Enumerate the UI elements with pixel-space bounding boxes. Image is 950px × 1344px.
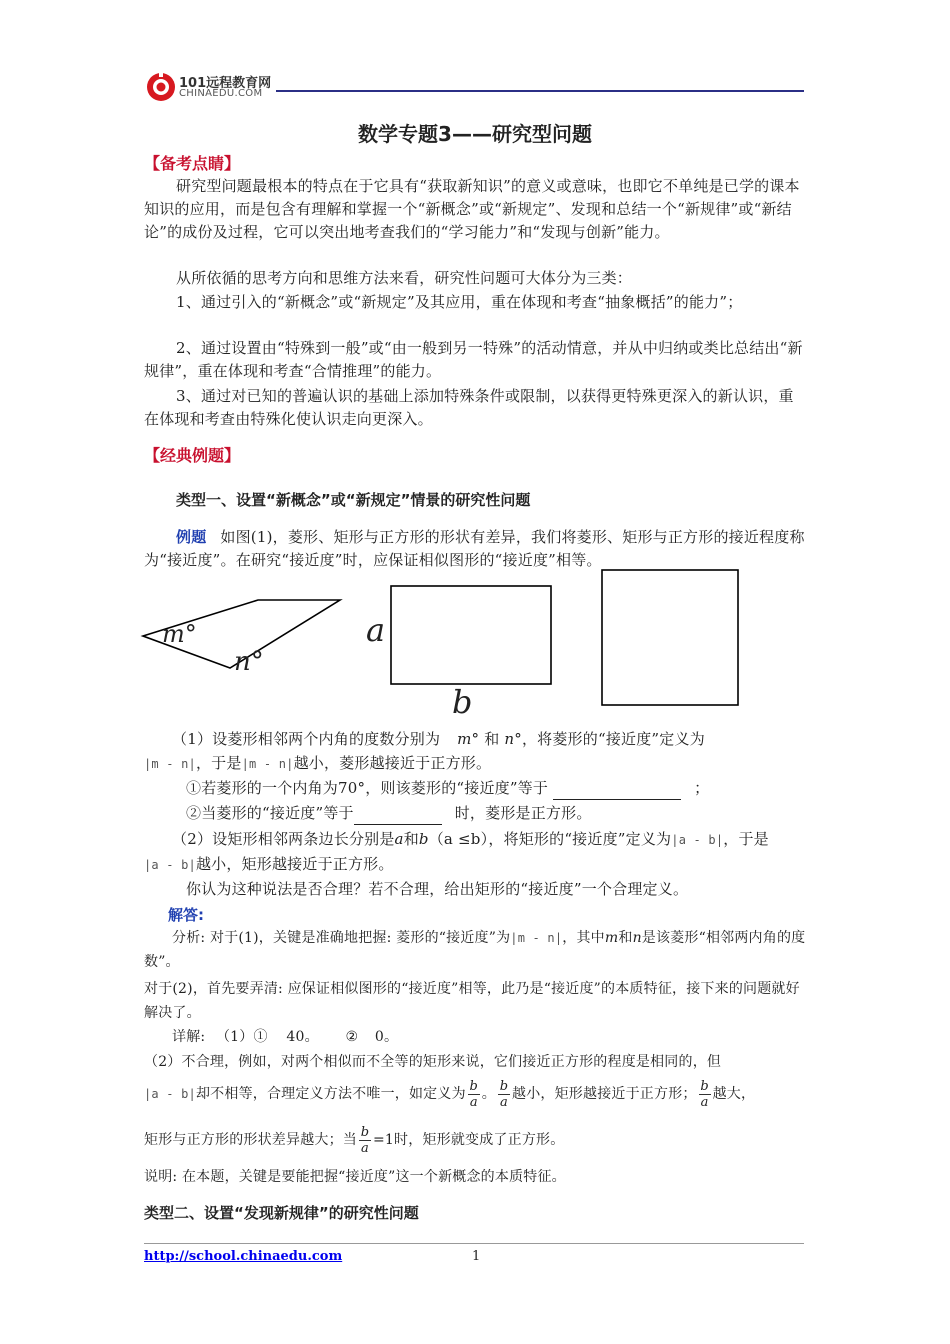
answer-label: 解答: xyxy=(168,906,204,924)
answer-text-p3a: 矩形与正方形的形状差异越大；当 xyxy=(144,1132,357,1148)
example-paragraph xyxy=(144,526,806,572)
analysis-n: n xyxy=(632,930,642,946)
q2-var-a: a xyxy=(394,830,404,848)
section-jingdian: 【经典例题】 xyxy=(144,446,241,465)
page-title: 数学专题3——研究型问题 xyxy=(358,122,592,146)
q1-and: 和 xyxy=(484,730,500,748)
q2-text-b: ，将矩形的“接近度”定义为 xyxy=(488,830,672,848)
fraction-b-over-a-4: $\frac{b}{a}$ xyxy=(360,1124,370,1156)
page-number: 1 xyxy=(472,1249,481,1264)
q1-1-text: ①若菱形的一个内角为70°，则该菱形的“接近度”等于 xyxy=(186,779,549,797)
logo-icon xyxy=(145,71,177,103)
q2-text-d: 越小，矩形越接近于正方形。 xyxy=(195,855,394,873)
rhombus-angle-n: n° xyxy=(234,647,264,677)
q1-m: m° xyxy=(457,730,480,748)
q2-abs-ab-2: |a - b| xyxy=(144,858,196,872)
section-beikao: 【备考点睛】 xyxy=(144,154,241,173)
q1-text-a: （1）设菱形相邻两个内角的度数分别为 xyxy=(172,730,441,748)
rectangle-side-a: a xyxy=(366,611,386,649)
header-rule xyxy=(276,90,804,92)
q1-abs-mn-1: |m - n| xyxy=(144,757,196,771)
fraction-b-over-a-1: $\frac{b}{a}$ xyxy=(469,1078,479,1110)
analysis-paragraph xyxy=(144,926,806,974)
analysis-m: m xyxy=(604,930,619,946)
answer-text-p3eq: =1时，矩形就变成了正方形。 xyxy=(373,1132,565,1148)
footer-rule xyxy=(144,1243,804,1244)
answer-part2-line2 xyxy=(144,1074,806,1114)
q2-and: 和 xyxy=(403,830,419,848)
q2-var-b: b xyxy=(418,830,429,848)
question-2 xyxy=(144,827,806,877)
rectangle-shape xyxy=(391,586,551,684)
q1-n: n° xyxy=(504,730,522,748)
detail-label: 详解: xyxy=(172,1029,206,1045)
analysis-paragraph-2: 对于(2)，首先要弄清: 应保证相似图形的“接近度”相等，此乃是“接近度”的本质特征，接下来的问题就好解决了。 xyxy=(144,981,800,1021)
logo xyxy=(145,70,275,104)
q1-text-d: 越小，菱形越接近于正方形。 xyxy=(293,754,492,772)
analysis-abs-mn: |m - n| xyxy=(510,931,563,945)
intro-paragraph-4: 2、通过设置由“特殊到一般”或“由一般到另一特殊”的活动情意，并从中归纳或类比总结出“新规律”，重在体现和考查“合情推理”的能力。 xyxy=(144,339,803,380)
logo-text-bottom: CHINAEDU.COM xyxy=(179,88,263,99)
answer-part2-line1: （2）不合理，例如，对两个相似而不全等的矩形来说，它们接近正方形的程度是相同的，但 xyxy=(144,1054,722,1070)
footer-url-link[interactable]: http://school.chinaedu.com xyxy=(144,1249,343,1264)
q1-abs-mn-2: |m - n| xyxy=(241,757,294,771)
q1-text-c: ，于是 xyxy=(195,754,242,772)
type1-heading: 类型一、设置“新概念”或“新规定”情景的研究性问题 xyxy=(176,491,531,509)
rectangle-side-b: b xyxy=(452,683,473,721)
q1-1-end: ； xyxy=(694,779,710,797)
detail-line xyxy=(144,1026,806,1049)
q1-2-text: ②当菱形的“接近度”等于 xyxy=(186,804,354,822)
q2-text-c: ，于是 xyxy=(723,830,769,848)
answer-text-c: 。 xyxy=(481,1086,496,1102)
answer-part2-line3 xyxy=(144,1120,806,1160)
intro-paragraph-1: 研究型问题最根本的特点在于它具有“获取新知识”的意义或意味，也即它不单纯是已学的课本知识的应用，而是包含有理解和掌握一个“新概念”或“新规定”、发现和总结一个“新规律”或“新结论”的成份及过程，它可以突出地考查我们的“学习能力”和“发现与创新”能力。 xyxy=(144,177,800,241)
q2-text-a: （2）设矩形相邻两条边长分别是 xyxy=(172,830,395,848)
question-2-followup: 你认为这种说法是否合理？若不合理，给出矩形的“接近度”一个合理定义。 xyxy=(186,880,689,898)
analysis-and: 和 xyxy=(618,930,633,946)
q1-2-end: 时，菱形是正方形。 xyxy=(454,804,592,822)
answer-text-e: 越大， xyxy=(712,1086,756,1102)
intro-paragraph-2: 从所依循的思考方向和思维方法来看，研究性问题可大体分为三类： xyxy=(176,269,633,287)
detail-1: （1）① xyxy=(215,1029,268,1045)
answer-text-b: 却不相等，合理定义方法不唯一，如定义为 xyxy=(195,1086,466,1102)
q1-text-b: ，将菱形的“接近度”定义为 xyxy=(521,730,705,748)
question-1-2 xyxy=(186,802,806,825)
intro-paragraph-3: 1、通过引入的“新概念”或“新规定”及其应用，重在体现和考查“抽象概括”的能力”； xyxy=(176,293,743,311)
answer-note: 说明: 在本题，关键是要能把握“接近度”这一个新概念的本质特征。 xyxy=(144,1169,566,1185)
example-label: 例题 xyxy=(176,528,207,546)
detail-2: ② xyxy=(345,1029,359,1045)
rhombus-angle-m: m° xyxy=(162,620,197,648)
q1-1-blank[interactable] xyxy=(553,783,681,800)
analysis-text-c: 是该菱形“相邻两内角的度数”。 xyxy=(144,930,806,970)
answer-abs-ab: |a - b| xyxy=(144,1087,196,1101)
analysis-text-a: 分析: 对于(1)，关键是准确地把握: 菱形的“接近度”为 xyxy=(172,930,511,946)
answer-text-d: 越小，矩形越接近于正方形； xyxy=(512,1086,697,1102)
logo-text-top: 101远程教育网 xyxy=(179,76,272,91)
example-text: 如图(1)，菱形、矩形与正方形的形状有差异，我们将菱形、矩形与正方形的接近程度称为“接近度”。在研究“接近度”时，应保证相似图形的“接近度”相等。 xyxy=(144,528,805,569)
detail-val-2: 0。 xyxy=(374,1029,399,1045)
fraction-b-over-a-2: $\frac{b}{a}$ xyxy=(499,1078,509,1110)
q2-abs-ab-1: |a - b| xyxy=(671,833,724,847)
q1-2-blank[interactable] xyxy=(354,808,442,825)
question-1-1 xyxy=(186,777,806,800)
fraction-b-over-a-3: $\frac{b}{a}$ xyxy=(700,1078,709,1110)
intro-paragraph-5: 3、通过对已知的普遍认识的基础上添加特殊条件或限制，以获得更特殊更深入的新认识，重在体现和考查由特殊化使认识走向更深入。 xyxy=(144,387,794,428)
analysis-text-b: ，其中 xyxy=(562,930,605,946)
detail-val-1: 40。 xyxy=(286,1029,319,1045)
question-1 xyxy=(144,727,806,776)
square-shape xyxy=(602,570,738,705)
type2-heading: 类型二、设置“发现新规律”的研究性问题 xyxy=(144,1204,419,1222)
q2-cond: （a ≤b） xyxy=(428,830,489,848)
